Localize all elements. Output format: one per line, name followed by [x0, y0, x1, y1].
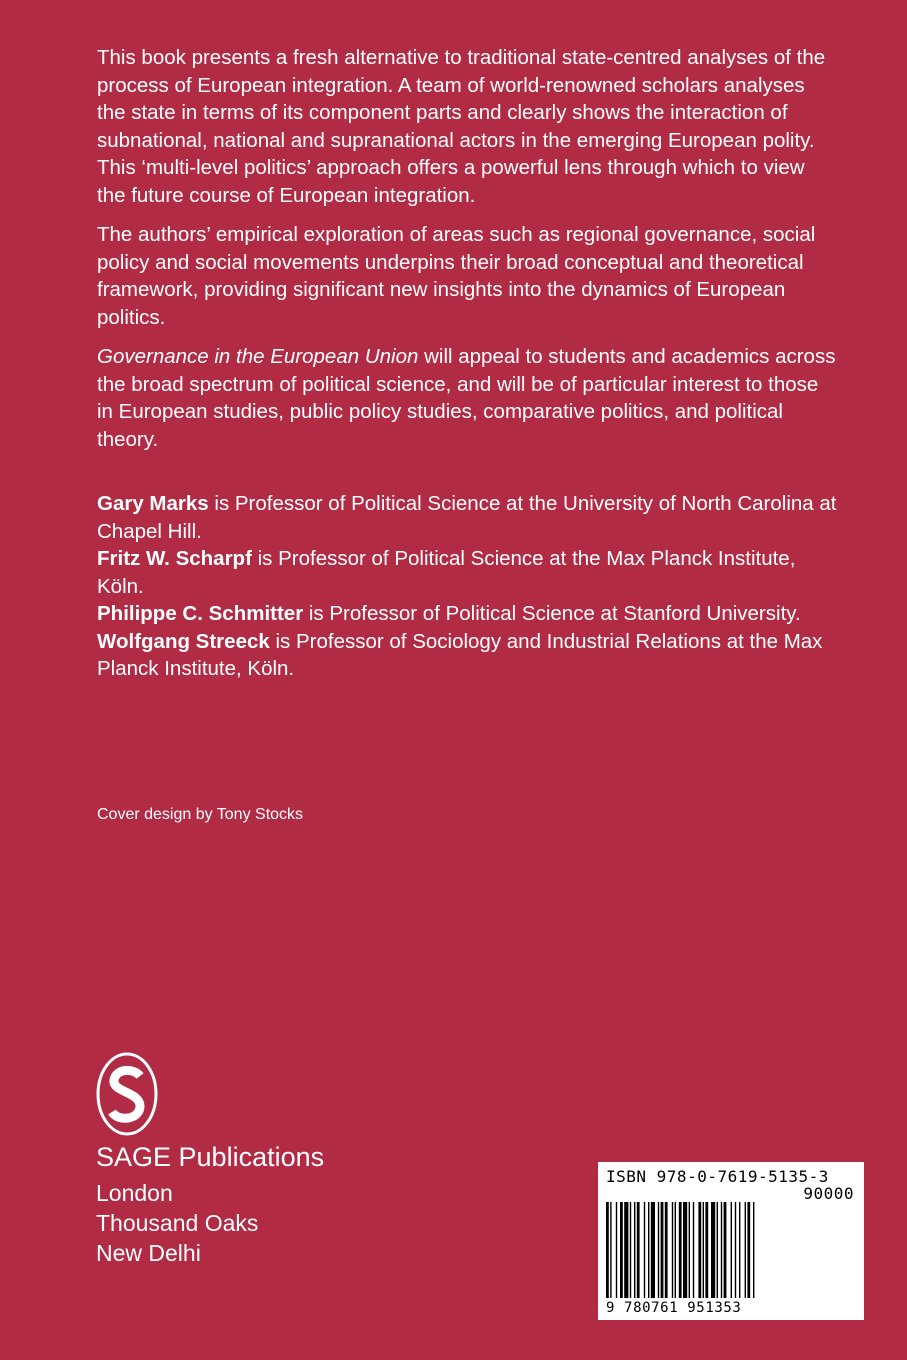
- blurb-paragraph-1: This book presents a fresh alternative to traditional state-centred analyses of the process of European integration. A team of world-renowned scholars analyses the state in terms of its component parts and clearly shows the interaction of subnational, national and supranational actors in the emerging European polity. This ‘multi-level politics’ approach offers a powerful lens through which to view the future course of European integration.: [97, 46, 826, 207]
- isbn-text: ISBN 978-0-7619-5135-3: [606, 1167, 829, 1186]
- author-description: is Professor of Political Science at Stanford University.: [303, 602, 801, 625]
- barcode-bar: [672, 1202, 673, 1298]
- publisher-name: SAGE Publications: [96, 1142, 325, 1172]
- author-description: is Professor of Political Science at the University of North Carolina at Chapel Hill.: [97, 492, 837, 543]
- barcode-bar: [711, 1202, 715, 1298]
- barcode-bar: [675, 1202, 676, 1298]
- barcode-bar: [620, 1202, 623, 1298]
- book-title: Governance in the European Union: [97, 345, 419, 368]
- barcode-bar: [624, 1202, 628, 1298]
- blurb: [97, 44, 837, 465]
- barcode-bar: [683, 1202, 687, 1298]
- barcode-bar: [679, 1202, 682, 1298]
- city: Thousand Oaks: [96, 1210, 259, 1236]
- barcode-bar: [658, 1202, 659, 1298]
- author-description: is Professor of Political Science at the Max Planck Institute, Köln.: [97, 547, 796, 598]
- barcode-bar: [630, 1202, 631, 1298]
- sage-s-logo-icon: [96, 1052, 158, 1136]
- publisher-cities: [96, 1178, 258, 1268]
- barcode-bar: [753, 1202, 754, 1298]
- barcode-bar: [610, 1202, 611, 1298]
- barcode-bar: [717, 1202, 718, 1298]
- blurb-paragraph-2: The authors’ empirical exploration of areas such as regional governance, social policy and social movements underpins their broad conceptual and theoretical framework, providing significant new insights into the dynamics of European politics.: [97, 223, 816, 329]
- author-bios: [97, 490, 837, 683]
- barcode-digits: 9 780761 951353: [606, 1300, 742, 1316]
- author-name: Gary Marks: [97, 492, 209, 515]
- barcode-bar: [634, 1202, 635, 1298]
- price-addon: 90000: [803, 1184, 854, 1203]
- barcode-bar: [698, 1202, 701, 1298]
- author-name: Fritz W. Scharpf: [97, 547, 252, 570]
- barcode-bar: [735, 1202, 736, 1298]
- barcode-bar: [637, 1202, 640, 1298]
- barcode-bar: [606, 1202, 609, 1298]
- city: New Delhi: [96, 1240, 201, 1266]
- cover-credit: Cover design by Tony Stocks: [97, 806, 304, 823]
- barcode-bar: [747, 1202, 750, 1298]
- barcode-bar: [724, 1202, 727, 1298]
- author-name: Philippe C. Schmitter: [97, 602, 304, 625]
- blurb-paragraph-3: [97, 343, 837, 453]
- barcode-bar: [705, 1202, 708, 1298]
- city: London: [96, 1180, 173, 1206]
- blurb-paragraph-3-text: will appeal to students and academics across the broad spectrum of political science, and will be of particular interest to those in European studies, public policy studies, comparative politics, and political theory.: [97, 345, 836, 451]
- barcode: [598, 1162, 864, 1320]
- barcode-bars: [606, 1202, 856, 1298]
- author-bio: [97, 545, 837, 600]
- author-description: is Professor of Sociology and Industrial Relations at the Max Planck Institute, Köln.: [97, 629, 823, 680]
- barcode-bar: [651, 1202, 655, 1298]
- barcode-bar: [665, 1202, 668, 1298]
- author-bio: [97, 628, 837, 683]
- barcode-bar: [648, 1202, 649, 1298]
- barcode-bar: [745, 1202, 746, 1298]
- barcode-bar: [661, 1202, 664, 1298]
- author-bio: [97, 490, 837, 545]
- barcode-bar: [731, 1202, 732, 1298]
- author-name: Wolfgang Streeck: [97, 629, 270, 653]
- barcode-bar: [644, 1202, 645, 1298]
- barcode-bar: [616, 1202, 617, 1298]
- author-bio: [97, 600, 837, 628]
- barcode-bar: [739, 1202, 740, 1298]
- barcode-bar: [721, 1202, 722, 1298]
- barcode-bar: [693, 1202, 694, 1298]
- barcode-bar: [703, 1202, 704, 1298]
- barcode-bar: [689, 1202, 690, 1298]
